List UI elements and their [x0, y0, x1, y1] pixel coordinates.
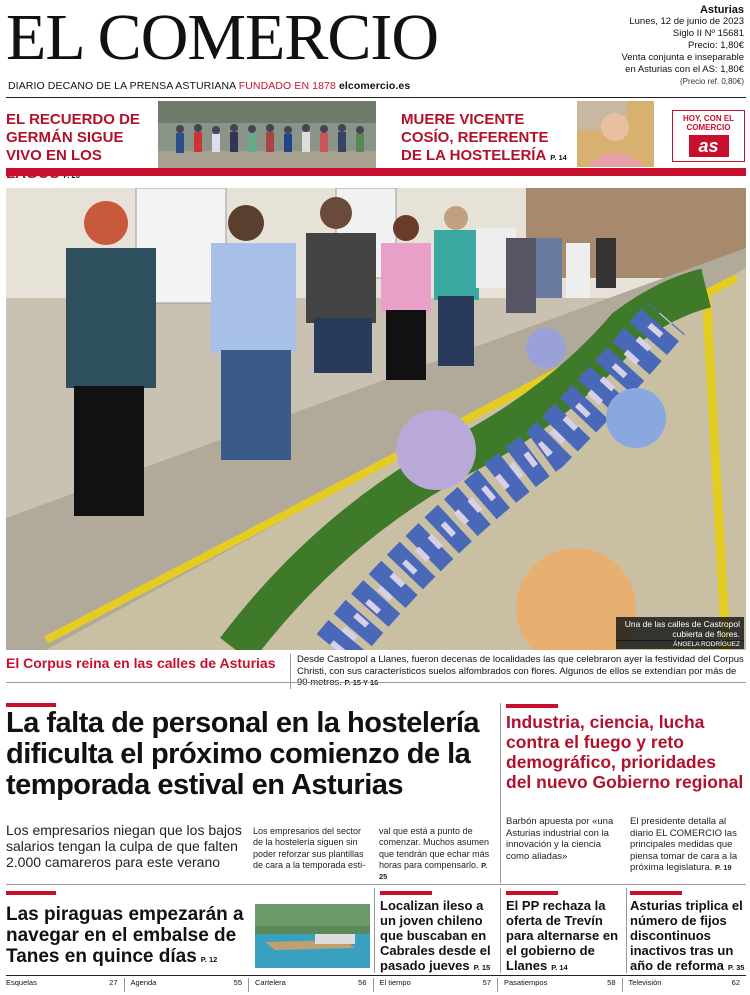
group-photo-icon: [158, 101, 376, 171]
as-logo: as: [689, 135, 729, 157]
right-col-2: [630, 816, 746, 874]
bottom-headline: Asturias triplica el número de fijos discontinuos inactivos tras un año de reforma: [630, 898, 743, 973]
teaser-page: P. 14: [550, 153, 567, 162]
section-index: [6, 978, 746, 992]
bottom-red-bar: [380, 891, 432, 895]
teaser-red-bar: [376, 168, 746, 176]
teaser-headline: EL RECUERDO DE GERMÁN SIGUE VIVO EN LOS: [6, 111, 140, 164]
index-page: 27: [109, 978, 118, 987]
index-item-tiempo[interactable]: [380, 978, 499, 992]
index-page: 56: [358, 978, 367, 987]
issue-date: Lunes, 12 de junio de 2023: [629, 16, 744, 27]
tagline-text: DIARIO DECANO DE LA PRENSA ASTURIANA: [8, 80, 236, 92]
bundle-line-2: en Asturias con el AS: 1,80€: [625, 64, 744, 75]
teaser-red-bar: [6, 168, 376, 176]
index-page: 62: [731, 978, 740, 987]
right-col-2-text: El presidente detalla al diario EL COMERCIO las principales medidas que piensa tomar de cara a la próxima legislatura.: [630, 816, 738, 873]
bottom-red-bar: [630, 891, 682, 895]
teaser-headline: MUERE VICENTE COSÍO, REFERENTE DE LA HOSTELERÍA: [401, 111, 549, 164]
index-page: 58: [607, 978, 616, 987]
bottom-story-piraguas[interactable]: [6, 904, 246, 970]
bottom-story-llanes[interactable]: [506, 898, 624, 975]
index-item-esquelas[interactable]: [6, 978, 125, 992]
index-name: Pasatiempos: [504, 978, 548, 987]
teaser-photo-portrait: [577, 101, 654, 167]
right-col-1: Barbón apuesta por «una Asturias industrial con la innovación y la ciencia como aliadas»: [506, 816, 614, 862]
column-divider: [500, 703, 501, 883]
index-name: Agenda: [130, 978, 157, 987]
promo-label: HOY, CON EL COMERCIO: [682, 114, 735, 132]
teaser-photo-lakes: [158, 101, 376, 171]
photo-caption: [616, 617, 744, 641]
index-item-television[interactable]: [629, 978, 747, 992]
index-name: Cartelera: [255, 978, 286, 987]
bundle-price: (Precio ref. 0,80€): [679, 77, 744, 86]
region: Asturias: [699, 4, 744, 16]
lead-title[interactable]: El Corpus reina en las calles de Asturias: [6, 655, 276, 671]
portrait-icon: [577, 101, 654, 167]
index-item-agenda[interactable]: [131, 978, 250, 992]
right-col-2-page: P. 19: [715, 863, 732, 872]
issue-number: Siglo II Nº 15681: [672, 28, 744, 39]
site-link[interactable]: elcomercio.es: [338, 80, 411, 92]
as-promo[interactable]: [672, 110, 745, 162]
issue-meta: [614, 4, 744, 88]
main-headline[interactable]: La falta de personal en la hostelería dificulta el próximo comienzo de la temporada estival en Asturias: [6, 707, 480, 801]
teaser-cosio[interactable]: [401, 111, 571, 165]
index-page: 57: [482, 978, 491, 987]
founded-text: FUNDADO EN 1878: [238, 80, 336, 92]
bottom-page: P. 15: [473, 963, 491, 972]
caption-line-1: Una de las calles de Castropol: [624, 619, 740, 629]
lead-photo: [6, 188, 746, 650]
index-page: 55: [233, 978, 242, 987]
bottom-headline: Localizan ileso a un joven chileno que buscaban en Cabrales desde el pasado jueves: [380, 898, 491, 973]
bundle-line-1: Venta conjunta e inseparable: [621, 52, 744, 63]
column-divider: [374, 888, 375, 973]
index-rule: [6, 975, 746, 976]
bottom-red-bar: [6, 891, 56, 895]
index-name: Televisión: [628, 978, 662, 987]
masthead-title[interactable]: EL COMERCIO: [6, 1, 439, 74]
index-name: El tiempo: [379, 978, 411, 987]
section-rule: [6, 682, 746, 683]
main-col-1: Los empresarios del sector de la hostelería siguen sin poder reforzar sus plantillas de cara a la temporada esti-: [253, 826, 366, 870]
bottom-story-fijos[interactable]: [630, 898, 746, 975]
lead-text: [290, 654, 744, 689]
reservoir-pier-icon: [255, 904, 370, 968]
bottom-story-chileno[interactable]: [380, 898, 498, 975]
bottom-page: P. 35: [727, 963, 745, 972]
masthead-rule: [6, 97, 746, 98]
section-rule: [6, 884, 746, 885]
right-red-bar: [506, 704, 558, 708]
bottom-headline: Las piraguas empezarán a navegar en el embalse de Tanes en quince días: [6, 904, 244, 967]
bottom-page: P. 12: [200, 955, 218, 964]
main-col-2-text: val que está a punto de comenzar. Muchos asumen que tendrán que echar más horas para compensarlo.: [379, 826, 490, 870]
index-item-cartelera[interactable]: [255, 978, 374, 992]
photo-credit: ÁNGELA RODRÍGUEZ: [616, 640, 744, 649]
main-col-2: [379, 826, 494, 882]
issue-price: Precio: 1,80€: [688, 40, 744, 51]
lead-body: Desde Castropol a Llanes, fueron decenas de localidades las que celebraron ayer la festividad del Corpus Christi, con sus característicos suelos alfombrados con flores. Algunos de ellos se extendían por más de: [297, 654, 744, 677]
main-subhead: Los empresarios niegan que los bajos salarios tengan la culpa de que falten 2.000 camareros para este verano: [6, 822, 242, 870]
index-name: Esquelas: [6, 978, 37, 987]
column-divider: [500, 888, 501, 973]
reservoir-photo: [255, 904, 370, 968]
bottom-page: P. 14: [551, 963, 568, 972]
index-item-pasatiempos[interactable]: [504, 978, 623, 992]
caption-line-2: cubierta de flores.: [672, 629, 740, 639]
flower-carpet-street-icon: [6, 188, 746, 650]
main-col-2-page: P. 25: [379, 860, 488, 882]
masthead-tagline: [8, 80, 410, 92]
column-divider: [626, 888, 627, 973]
right-headline[interactable]: Industria, ciencia, lucha contra el fuego y reto demográfico, prioridades del nuevo Gobierno regional: [506, 712, 744, 792]
bottom-red-bar: [506, 891, 558, 895]
bottom-headline: El PP rechaza la oferta de Trevín para alternarse en el gobierno de Llanes: [506, 898, 619, 973]
